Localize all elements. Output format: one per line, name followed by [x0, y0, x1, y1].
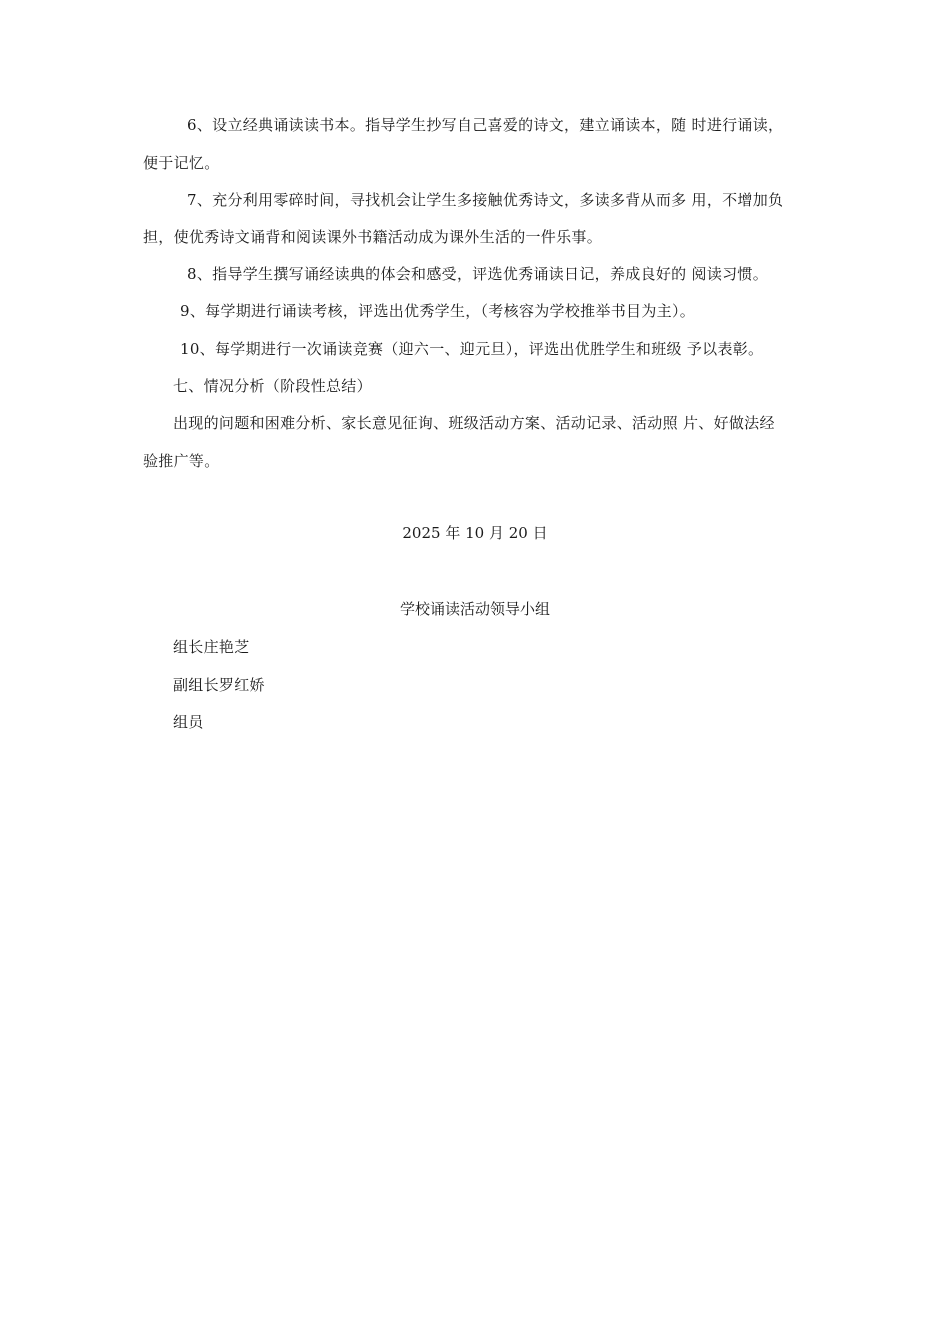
group-title: 学校诵读活动领导小组 [399, 600, 550, 618]
item-6-line1: 6、设立经典诵读读书本。指导学生抄写自己喜爱的诗文，建立诵读本，随 时进行诵读， [187, 116, 784, 134]
section-heading: 七、情况分析（阶段性总结） [173, 377, 372, 395]
item-6-line2: 便于记忆。 [143, 154, 220, 172]
member-deputy: 副组长罗红娇 [173, 676, 265, 694]
item-7-line1: 7、充分利用零碎时间，寻找机会让学生多接触优秀诗文，多读多背从而多 用，不增加负 [187, 191, 784, 209]
item-7-line2: 担，使优秀诗文诵背和阅读课外书籍活动成为课外生活的一件乐事。 [143, 228, 603, 246]
item-8: 8、指导学生撰写诵经读典的体会和感受，评选优秀诵读日记，养成良好的 阅读习惯。 [187, 265, 769, 283]
member-leader: 组长庄艳芝 [173, 638, 250, 656]
document-date: 2025 年 10 月 20 日 [402, 524, 548, 542]
item-9: 9、每学期进行诵读考核，评选出优秀学生，（考核容为学校推举书目为主）。 [180, 302, 696, 320]
item-10: 10、每学期进行一次诵读竞赛（迎六一、迎元旦），评选出优胜学生和班级 予以表彰。 [180, 340, 764, 358]
member-staff: 组员 [173, 713, 204, 731]
analysis-line1: 出现的问题和困难分析、家长意见征询、班级活动方案、活动记录、活动照 片、好做法经 [173, 414, 775, 432]
analysis-line2: 验推广等。 [143, 452, 220, 470]
